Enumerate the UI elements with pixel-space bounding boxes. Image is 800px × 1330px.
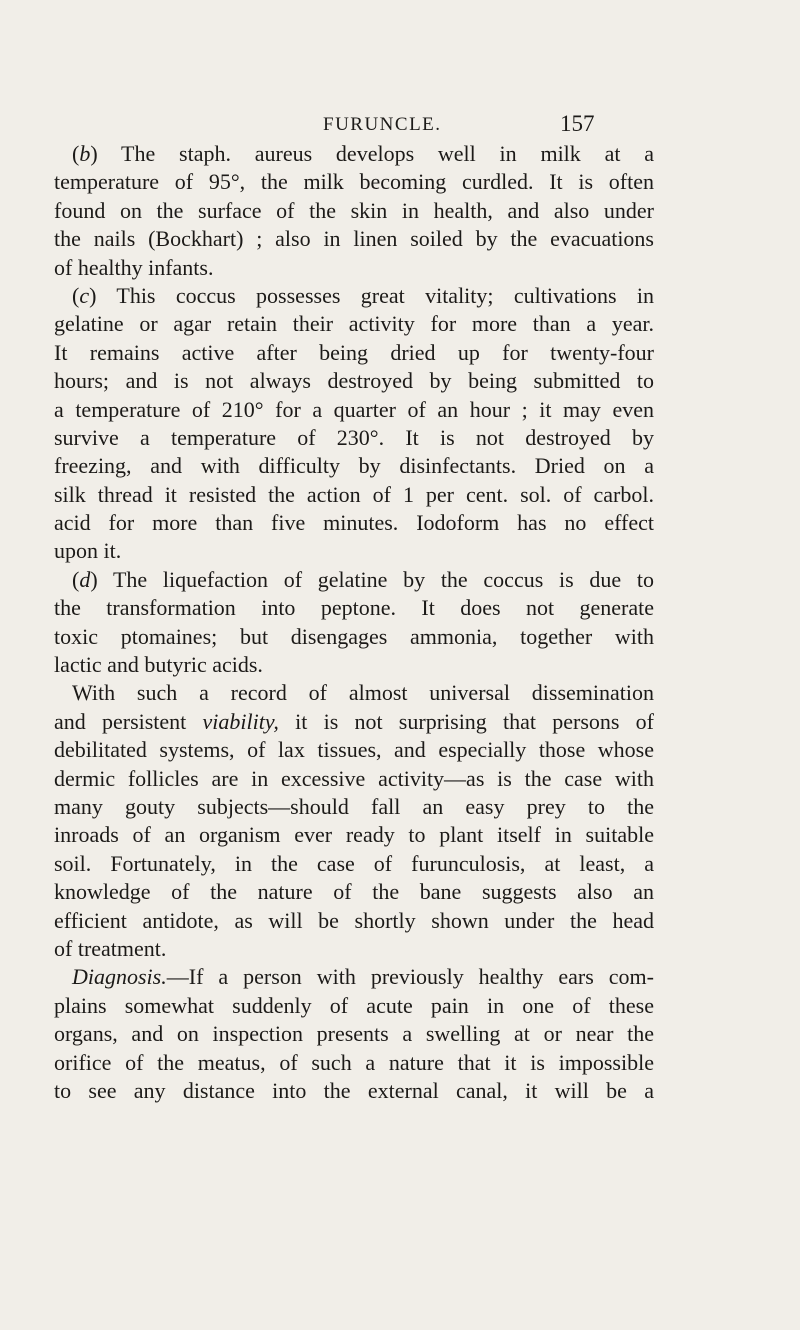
text-line: temperature of 95°, the milk becoming curdled. It is often: [54, 169, 654, 195]
text-line: (d) The liquefaction of gelatine by the coccus is due to: [72, 566, 654, 592]
text-line: acid for more than five minutes. Iodoform has no effect: [54, 510, 654, 536]
text-line: of healthy infants.: [54, 254, 214, 280]
text-line: and persistent viability, it is not surprising that persons of: [54, 708, 654, 734]
text-line: freezing, and with difficulty by disinfectants. Dried on a: [54, 453, 654, 479]
text-line: (c) This coccus possesses great vitality; cultivations in: [72, 282, 654, 308]
text-line: found on the surface of the skin in health, and also under: [54, 197, 654, 223]
text-line: (b) The staph. aureus develops well in milk at a: [72, 141, 654, 166]
text-line: of treatment.: [54, 935, 167, 961]
body-text: [54, 140, 654, 1105]
text-line: to see any distance into the external canal, it will be a: [54, 1077, 654, 1103]
page-number: 157: [560, 111, 595, 136]
text-line: many gouty subjects—should fall an easy prey to the: [54, 793, 654, 819]
text-line: toxic ptomaines; but disengages ammonia, together with: [54, 623, 654, 649]
text-line: organs, and on inspection presents a swelling at or near the: [54, 1021, 654, 1047]
text-line: dermic follicles are in excessive activity—as is the case with: [54, 765, 654, 791]
text-line: lactic and butyric acids.: [54, 652, 263, 678]
text-line: Diagnosis.—If a person with previously healthy ears com-: [72, 964, 654, 990]
text-line: It remains active after being dried up for twenty-four: [54, 339, 654, 365]
text-line: upon it.: [54, 538, 122, 564]
text-line: plains somewhat suddenly of acute pain in one of these: [54, 992, 654, 1018]
text-line: hours; and is not always destroyed by being submitted to: [54, 368, 654, 394]
text-line: a temperature of 210° for a quarter of an hour ; it may even: [54, 396, 654, 422]
text-line: efficient antidote, as will be shortly shown under the head: [54, 907, 654, 933]
page-header: [0, 111, 800, 141]
text-line: gelatine or agar retain their activity for more than a year.: [54, 311, 654, 337]
text-line: the nails (Bockhart) ; also in linen soiled by the evacuations: [54, 226, 654, 252]
text-line: survive a temperature of 230°. It is not destroyed by: [54, 424, 654, 450]
text-line: inroads of an organism ever ready to plant itself in suitable: [54, 822, 654, 848]
text-line: With such a record of almost universal dissemination: [72, 680, 654, 706]
text-line: the transformation into peptone. It does not generate: [54, 595, 654, 621]
text-line: orifice of the meatus, of such a nature that it is impossible: [54, 1049, 654, 1075]
text-line: soil. Fortunately, in the case of furunculosis, at least, a: [54, 850, 654, 876]
running-head: FURUNCLE.: [323, 114, 442, 135]
text-line: debilitated systems, of lax tissues, and especially those whose: [54, 737, 654, 763]
text-line: knowledge of the nature of the bane suggests also an: [54, 879, 654, 905]
text-line: silk thread it resisted the action of 1 per cent. sol. of carbol.: [54, 481, 654, 507]
